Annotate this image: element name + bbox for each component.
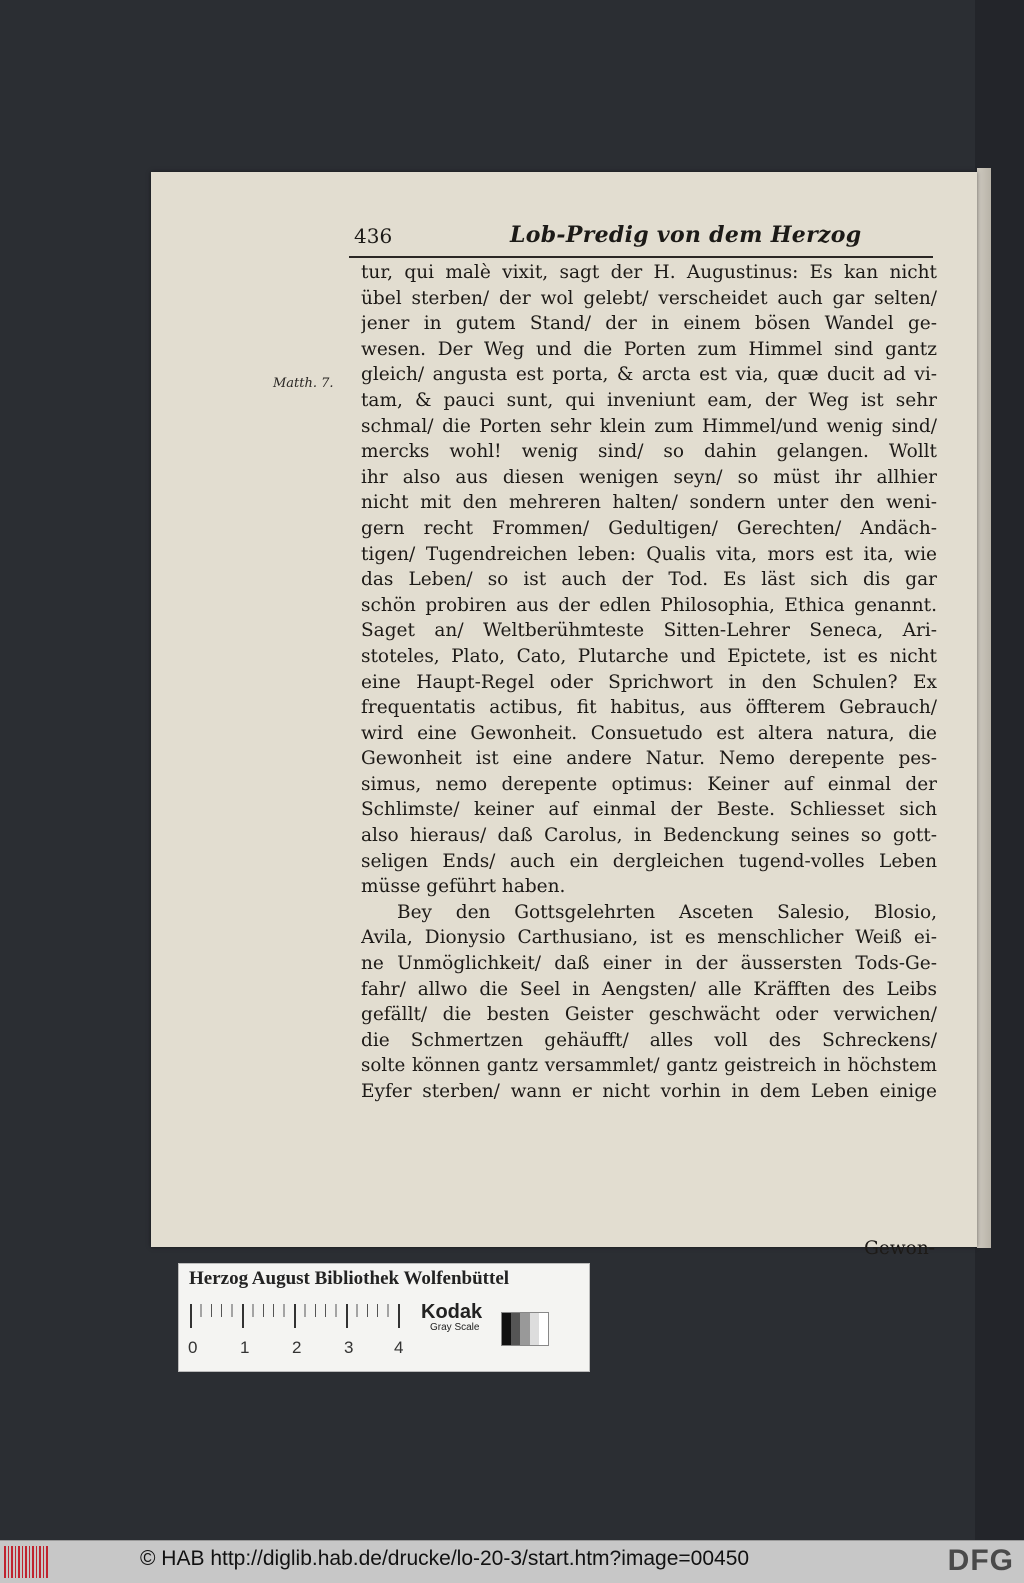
gray-scale-swatches	[501, 1312, 549, 1346]
kodak-subtitle: Gray Scale	[430, 1322, 480, 1333]
ruler-major-tick	[294, 1304, 296, 1328]
text-line: tur, qui malè vixit, sagt der H. Augustinus: Es kan nicht	[361, 262, 937, 283]
hab-logo-icon	[4, 1546, 48, 1578]
text-line: Eyfer sterben/ wann er nicht vorhin in dem Leben einige	[361, 1081, 937, 1102]
text-line: tam, & pauci sunt, qui inveniunt eam, der Weg ist sehr	[361, 389, 937, 411]
running-head	[354, 224, 934, 254]
ruler-number: 3	[344, 1338, 354, 1357]
text-line: die Schmertzen gehäufft/ alles voll des Schreckens/	[361, 1029, 937, 1051]
text-line: Avila, Dionysio Carthusiano, ist es menschlicher Weiß ei-	[361, 927, 937, 949]
text-line: übel sterben/ der wol gelebt/ verscheidet auch gar selten/	[361, 287, 937, 309]
text-line: simus, nemo derepente optimus: Keiner auf einmal der	[361, 773, 937, 795]
ruler-number: 0	[188, 1338, 198, 1357]
color-reference-card	[178, 1263, 590, 1372]
kodak-brand: Kodak	[421, 1301, 483, 1323]
text-line: seligen Ends/ auch ein dergleichen tugend-volles Leben	[361, 850, 937, 872]
text-line: ne Unmöglichkeit/ daß einer in der äussersten Tods-Ge-	[361, 953, 937, 975]
dfg-logo: DFG	[947, 1544, 1014, 1577]
library-name: Herzog August Bibliothek Wolfenbüttel	[189, 1268, 510, 1289]
gray-swatch	[530, 1313, 539, 1345]
text-line: das Leben/ so ist auch der Tod. Es läst sich dis gar	[361, 569, 937, 591]
ruler-major-tick	[346, 1304, 348, 1328]
ruler-scale	[190, 1304, 402, 1334]
ruler-number: 1	[240, 1338, 250, 1357]
text-line: jener in gutem Stand/ der in einem bösen Wandel ge-	[361, 313, 937, 335]
ruler-major-tick	[242, 1304, 244, 1328]
kodak-label	[421, 1301, 482, 1333]
text-line: fahr/ allwo die Seel in Aengsten/ alle Kräfften des Leibs	[361, 978, 937, 1000]
text-line: schön probiren aus der edlen Philosophia, Ethica genannt.	[361, 594, 937, 616]
header-rule	[349, 256, 933, 258]
ruler-major-tick	[190, 1304, 192, 1328]
text-line: schmal/ die Porten sehr klein zum Himmel/und wenig sind/	[361, 415, 937, 437]
page-number: 436	[354, 224, 393, 248]
text-line: gefällt/ die besten Geister geschwächt oder verwichen/	[361, 1004, 937, 1026]
text-line: müsse geführt haben.	[361, 876, 566, 898]
ruler-ticks	[190, 1304, 402, 1328]
copyright-link[interactable]: © HAB http://diglib.hab.de/drucke/lo-20-3/start.htm?image=00450	[140, 1547, 750, 1570]
text-line: frequentatis actibus, fit habitus, aus öffterem Gebrauch/	[361, 697, 937, 719]
text-line: Bey den Gottsgelehrten Asceten Salesio, Blosio,	[397, 901, 937, 923]
text-line: Gewonheit ist eine andere Natur. Nemo derepente pes-	[361, 748, 937, 770]
text-line: solte können gantz versammlet/ gantz geistreich in höchstem	[361, 1055, 937, 1077]
text-line: gleich/ angusta est porta, & arcta est via, quæ ducit ad vi-	[361, 364, 937, 386]
margin-note: Matth. 7.	[273, 376, 334, 391]
gray-swatch	[520, 1313, 529, 1345]
text-line: Schlimste/ keiner auf einmal der Beste. Schliesset sich	[361, 799, 937, 821]
text-line: wird eine Gewonheit. Consuetudo est altera natura, die	[361, 722, 937, 744]
ruler-number: 2	[292, 1338, 302, 1357]
footer-bar	[0, 1540, 1024, 1583]
text-line: Saget an/ Weltberühmteste Sitten-Lehrer Seneca, Ari-	[361, 620, 937, 642]
text-line: ihr also aus diesen wenigen seyn/ so müst ihr allhier	[361, 466, 937, 488]
gray-swatch	[539, 1313, 548, 1345]
body-text	[361, 260, 937, 1105]
text-line: mercks wohl! wenig sind/ so dahin gelangen. Wollt	[361, 441, 937, 463]
text-line: gern recht Frommen/ Gedultigen/ Gerechten/ Andäch-	[361, 517, 937, 539]
running-head-title: Lob-Predig von dem Herzog	[510, 222, 862, 248]
text-line: also hieraus/ daß Carolus, in Bedenckung seines so gott-	[361, 825, 937, 847]
catchword: Gewon-	[864, 1238, 935, 1259]
text-line: tigen/ Tugendreichen leben: Qualis vita, mors est ita, wie	[361, 543, 937, 565]
page-edge	[977, 168, 991, 1248]
text-line: nicht mit den mehreren halten/ sondern unter den weni-	[361, 492, 937, 514]
ruler-major-tick	[398, 1304, 400, 1328]
gray-swatch	[502, 1313, 511, 1345]
ruler-number: 4	[394, 1338, 404, 1357]
gray-swatch	[511, 1313, 520, 1345]
book-page	[151, 172, 977, 1259]
text-line: stoteles, Plato, Cato, Plutarche und Epictete, ist es nicht	[361, 645, 937, 667]
text-line: eine Haupt-Regel oder Sprichwort in den Schulen? Ex	[361, 671, 937, 693]
text-line: wesen. Der Weg und die Porten zum Himmel sind gantz	[361, 338, 937, 360]
